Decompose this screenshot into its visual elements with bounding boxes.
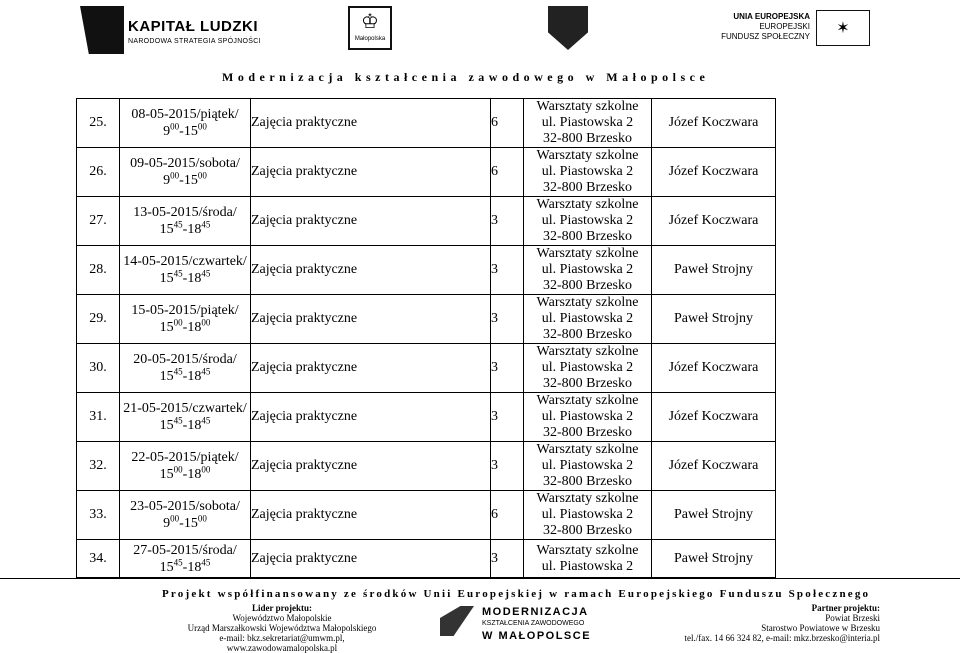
time-end-min: 00	[201, 464, 211, 475]
place-line-2: ul. Piastowska 2	[541, 164, 634, 179]
row-place	[524, 295, 652, 344]
eu-line-2: EUROPEJSKI	[759, 22, 810, 31]
time-end: -18	[182, 320, 202, 335]
modernizacja-emblem-icon	[440, 606, 474, 636]
cofinancing-note: Projekt współfinansowany ze środków Unii Europejskiej w ramach Europejskiego Funduszu Społecznego	[162, 588, 871, 600]
row-date	[120, 442, 251, 491]
time-start-min: 45	[173, 268, 183, 279]
time-range	[120, 123, 250, 140]
place-line-1: Warsztaty szkolne	[536, 393, 639, 408]
row-place	[524, 491, 652, 540]
time-start: 15	[159, 418, 174, 433]
date-text: 23-05-2015/sobota/	[130, 499, 240, 514]
row-place	[524, 246, 652, 295]
row-number: 34.	[77, 540, 120, 578]
time-range	[120, 556, 250, 576]
modernizacja-sub: KSZTAŁCENIA ZAWODOWEGO	[482, 620, 585, 627]
row-class-type: Zajęcia praktyczne	[251, 295, 491, 344]
row-date	[120, 197, 251, 246]
row-hours: 3	[491, 295, 524, 344]
row-number: 26.	[77, 148, 120, 197]
row-instructor: Paweł Strojny	[652, 491, 776, 540]
date-text: 22-05-2015/piątek/	[131, 450, 239, 465]
row-hours: 3	[491, 197, 524, 246]
kapital-ludzki-title: KAPITAŁ LUDZKI	[128, 18, 259, 35]
date-text: 14-05-2015/czwartek/	[123, 254, 247, 269]
kapital-ludzki-subtitle: NARODOWA STRATEGIA SPÓJNOŚCI	[128, 38, 261, 45]
place-line-2: ul. Piastowska 2	[541, 558, 634, 574]
row-class-type: Zajęcia praktyczne	[251, 148, 491, 197]
row-place	[524, 197, 652, 246]
date-text: 08-05-2015/piątek/	[131, 107, 239, 122]
kapital-ludzki-logo	[80, 6, 280, 56]
row-place	[524, 344, 652, 393]
time-end-min: 45	[201, 366, 211, 377]
leader-line-3: e-mail: bkz.sekretariat@umwm.pl, www.zawodowamalopolska.pl	[219, 633, 345, 653]
row-instructor: Józef Koczwara	[652, 442, 776, 491]
row-number: 29.	[77, 295, 120, 344]
table-row	[77, 344, 776, 393]
eagle-shield-icon	[548, 6, 588, 50]
time-start-min: 45	[173, 366, 183, 377]
time-start: 9	[163, 516, 171, 531]
time-start: 15	[159, 320, 174, 335]
time-start: 15	[159, 559, 174, 575]
time-start: 15	[159, 271, 174, 286]
place-line-1: Warsztaty szkolne	[536, 148, 639, 163]
row-hours: 3	[491, 344, 524, 393]
time-start: 15	[159, 467, 174, 482]
time-end: -18	[182, 222, 202, 237]
row-number: 28.	[77, 246, 120, 295]
place-line-1: Warsztaty szkolne	[536, 99, 639, 114]
row-instructor: Józef Koczwara	[652, 99, 776, 148]
footer-divider	[0, 578, 960, 579]
leader-line-2: Urząd Marszałkowski Województwa Małopolskiego	[187, 623, 377, 633]
place-line-3: 32-800 Brzesko	[542, 425, 633, 440]
date-text: 21-05-2015/czwartek/	[123, 401, 247, 416]
row-hours: 3	[491, 442, 524, 491]
row-place	[524, 99, 652, 148]
row-number: 30.	[77, 344, 120, 393]
place-line-1: Warsztaty szkolne	[536, 542, 639, 558]
table-row	[77, 491, 776, 540]
place-line-2: ul. Piastowska 2	[541, 360, 634, 375]
row-date	[120, 344, 251, 393]
row-class-type: Zajęcia praktyczne	[251, 344, 491, 393]
date-text: 15-05-2015/piątek/	[131, 303, 239, 318]
place-line-2: ul. Piastowska 2	[541, 409, 634, 424]
row-class-type: Zajęcia praktyczne	[251, 491, 491, 540]
kapital-ludzki-emblem-icon	[80, 6, 124, 54]
partner-label: Partner projektu:	[811, 603, 880, 613]
row-date	[120, 491, 251, 540]
place-line-2: ul. Piastowska 2	[541, 311, 634, 326]
place-line-1: Warsztaty szkolne	[536, 246, 639, 261]
place-line-3: 32-800 Brzesko	[542, 474, 633, 489]
table-row	[77, 197, 776, 246]
place-line-2: ul. Piastowska 2	[541, 213, 634, 228]
date-text: 20-05-2015/środa/	[133, 352, 237, 367]
time-start: 15	[159, 369, 174, 384]
time-end-min: 00	[201, 317, 211, 328]
time-end-min: 45	[201, 268, 211, 279]
eu-logo	[720, 10, 870, 48]
row-number: 31.	[77, 393, 120, 442]
place-line-1: Warsztaty szkolne	[536, 491, 639, 506]
time-range	[120, 319, 250, 336]
row-instructor: Józef Koczwara	[652, 197, 776, 246]
time-range	[120, 270, 250, 287]
eu-line-3: FUNDUSZ SPOŁECZNY	[721, 32, 810, 41]
table-row	[77, 246, 776, 295]
row-date	[120, 99, 251, 148]
row-place	[524, 540, 652, 578]
table-row	[77, 295, 776, 344]
date-text: 27-05-2015/środa/	[133, 542, 237, 558]
place-line-1: Warsztaty szkolne	[536, 344, 639, 359]
eu-text	[721, 12, 810, 42]
malopolska-emblem-icon: ♔	[361, 11, 379, 33]
leader-label: Lider projektu:	[252, 603, 312, 613]
row-class-type: Zajęcia praktyczne	[251, 540, 491, 578]
table-row	[77, 540, 776, 578]
row-number: 25.	[77, 99, 120, 148]
place-line-2: ul. Piastowska 2	[541, 458, 634, 473]
time-range	[120, 221, 250, 238]
time-start-min: 45	[173, 415, 183, 426]
place-line-3: 32-800 Brzesko	[542, 376, 633, 391]
row-class-type: Zajęcia praktyczne	[251, 197, 491, 246]
table-row	[77, 99, 776, 148]
time-start-min: 45	[173, 219, 183, 230]
modernizacja-region: W MAŁOPOLSCE	[482, 630, 592, 642]
time-start-min: 45	[173, 556, 183, 567]
partner-line-2: Starostwo Powiatowe w Brzesku	[761, 623, 880, 633]
table-row	[77, 393, 776, 442]
row-class-type: Zajęcia praktyczne	[251, 442, 491, 491]
time-start-min: 00	[170, 170, 180, 181]
date-text: 13-05-2015/środa/	[133, 205, 237, 220]
row-class-type: Zajęcia praktyczne	[251, 393, 491, 442]
row-instructor: Józef Koczwara	[652, 344, 776, 393]
row-date	[120, 148, 251, 197]
row-place	[524, 442, 652, 491]
row-date	[120, 393, 251, 442]
partner-line-3: tel./fax. 14 66 324 82, e-mail: mkz.brzesko@interia.pl	[684, 633, 880, 643]
row-instructor: Józef Koczwara	[652, 148, 776, 197]
row-hours: 6	[491, 99, 524, 148]
row-hours: 6	[491, 148, 524, 197]
time-range	[120, 417, 250, 434]
modernizacja-logo	[440, 604, 600, 644]
time-end: -18	[182, 271, 202, 286]
modernizacja-title: MODERNIZACJA	[482, 606, 589, 618]
row-hours: 3	[491, 246, 524, 295]
time-start: 9	[163, 124, 171, 139]
row-class-type: Zajęcia praktyczne	[251, 246, 491, 295]
place-line-3: 32-800 Brzesko	[542, 327, 633, 342]
row-hours: 3	[491, 393, 524, 442]
time-end-min: 45	[201, 556, 211, 567]
place-line-2: ul. Piastowska 2	[541, 507, 634, 522]
malopolska-label: Małopolska	[354, 36, 386, 42]
place-line-3: 32-800 Brzesko	[542, 229, 633, 244]
table-row	[77, 442, 776, 491]
place-line-1: Warsztaty szkolne	[536, 295, 639, 310]
place-line-2: ul. Piastowska 2	[541, 115, 634, 130]
time-start: 15	[159, 222, 174, 237]
time-end: -15	[179, 516, 198, 531]
time-end: -18	[182, 418, 202, 433]
row-hours: 3	[491, 540, 524, 578]
place-line-1: Warsztaty szkolne	[536, 197, 639, 212]
time-start: 9	[163, 173, 171, 188]
time-start-min: 00	[170, 513, 180, 524]
row-hours: 6	[491, 491, 524, 540]
brzesko-coat-of-arms	[548, 6, 592, 50]
time-end: -18	[182, 369, 202, 384]
table-row	[77, 148, 776, 197]
time-end: -15	[179, 124, 198, 139]
row-place	[524, 148, 652, 197]
row-instructor: Paweł Strojny	[652, 540, 776, 578]
project-leader	[172, 603, 392, 653]
time-end-min: 00	[197, 170, 207, 181]
row-instructor: Paweł Strojny	[652, 246, 776, 295]
project-subtitle: Modernizacja kształcenia zawodowego w Małopolsce	[222, 70, 710, 84]
place-line-3: 32-800 Brzesko	[542, 131, 633, 146]
row-instructor: Paweł Strojny	[652, 295, 776, 344]
time-end-min: 00	[197, 121, 207, 132]
project-partner	[680, 603, 880, 643]
time-range	[120, 466, 250, 483]
row-date	[120, 246, 251, 295]
time-end-min: 45	[201, 415, 211, 426]
eu-line-1: UNIA EUROPEJSKA	[733, 12, 810, 21]
time-range	[120, 368, 250, 385]
row-date	[120, 295, 251, 344]
row-number: 33.	[77, 491, 120, 540]
row-date	[120, 540, 251, 578]
place-line-2: ul. Piastowska 2	[541, 262, 634, 277]
time-start-min: 00	[170, 121, 180, 132]
date-text: 09-05-2015/sobota/	[130, 156, 240, 171]
schedule-table	[76, 98, 776, 578]
place-line-3: 32-800 Brzesko	[542, 278, 633, 293]
time-end-min: 00	[197, 513, 207, 524]
time-start-min: 00	[173, 464, 183, 475]
row-instructor: Józef Koczwara	[652, 393, 776, 442]
page-header	[0, 0, 960, 90]
time-end: -18	[182, 467, 202, 482]
row-number: 27.	[77, 197, 120, 246]
time-end: -18	[182, 559, 202, 575]
row-number: 32.	[77, 442, 120, 491]
malopolska-logo	[348, 6, 392, 50]
place-line-3: 32-800 Brzesko	[542, 523, 633, 538]
partner-line-1: Powiat Brzeski	[825, 613, 880, 623]
row-place	[524, 393, 652, 442]
leader-line-1: Województwo Małopolskie	[232, 613, 332, 623]
time-end: -15	[179, 173, 198, 188]
eu-flag-icon: ✶	[816, 10, 870, 46]
row-class-type: Zajęcia praktyczne	[251, 99, 491, 148]
place-line-3: 32-800 Brzesko	[542, 180, 633, 195]
place-line-1: Warsztaty szkolne	[536, 442, 639, 457]
time-end-min: 45	[201, 219, 211, 230]
time-range	[120, 515, 250, 532]
time-start-min: 00	[173, 317, 183, 328]
time-range	[120, 172, 250, 189]
